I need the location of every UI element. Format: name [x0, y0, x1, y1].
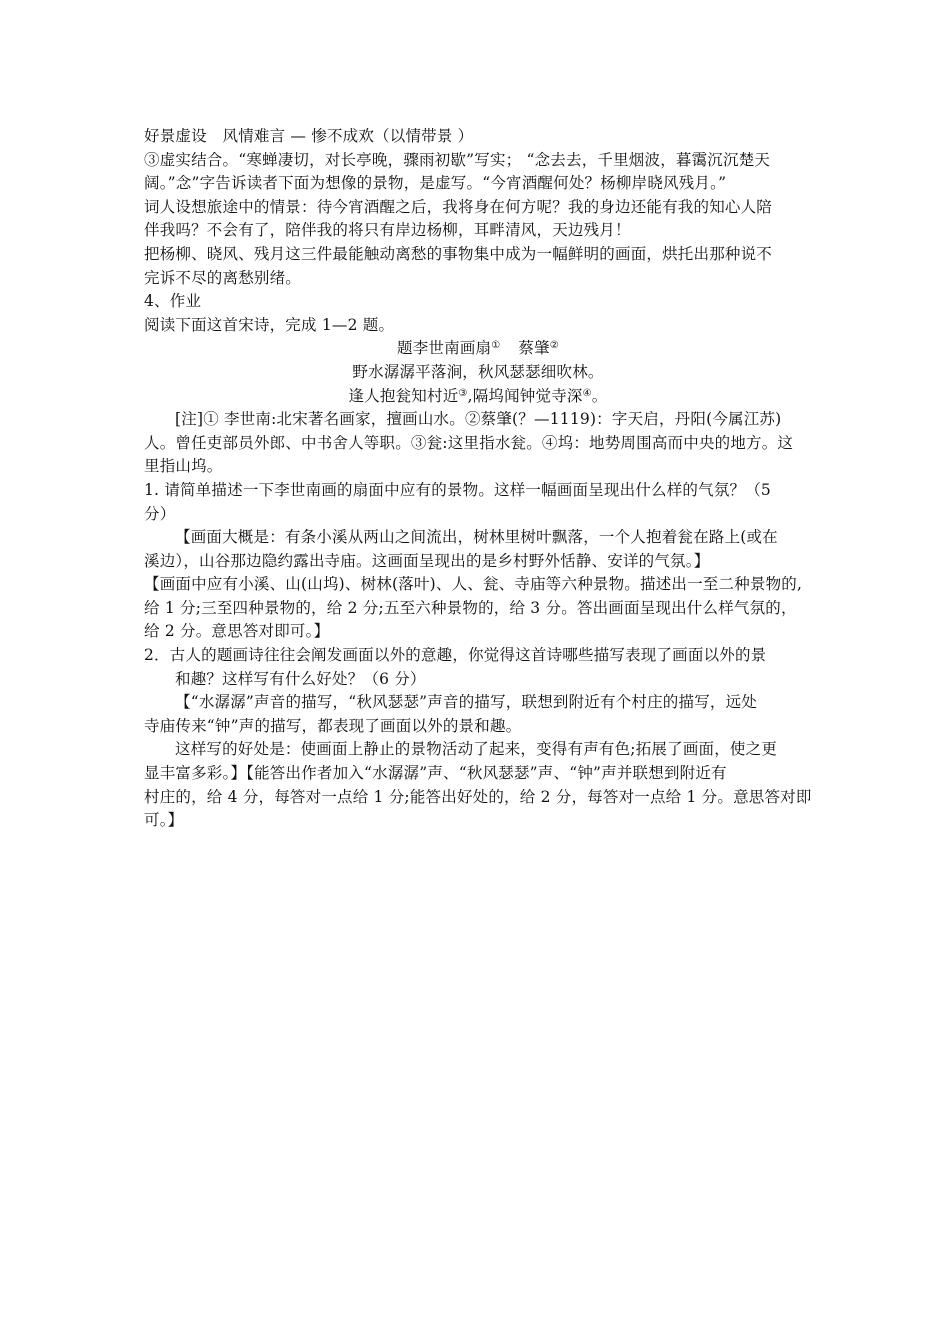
intro-line: 伴我吗？不会有了，陪伴我的将只有岸边杨柳，耳畔清风，天边残月！: [144, 221, 631, 240]
notes-line: 里指山坞。: [144, 457, 223, 476]
notes-line: 人。曾任吏部员外郎、中书舍人等职。③瓮:这里指水瓮。④坞：地势周围高而中央的地方。这: [144, 433, 794, 452]
question-2-line: 2．古人的题画诗往往会阐发画面以外的意趣，你觉得这首诗哪些描写表现了画面以外的景: [144, 646, 767, 665]
intro-line: ③虚实结合。“寒蝉凄切，对长亭晚，骤雨初歇”写实； “念去去，千里烟波，暮霭沉沉楚天: [144, 150, 771, 169]
poem-author-note: ②: [549, 340, 559, 352]
rubric-1-line: 给 2 分。意思答对即可。】: [144, 622, 330, 641]
instruction: 阅读下面这首宋诗，完成 1—2 题。: [144, 315, 395, 334]
poem-line-1: 野水潺潺平落涧，秋风瑟瑟细吹林。: [352, 362, 604, 381]
poem-title-note: ①: [491, 340, 501, 352]
intro-line: 词人设想旅途中的情景：待今宵酒醒之后，我将身在何方呢？我的身边还能有我的知心人陪: [144, 197, 773, 216]
poem-author: 蔡肇: [518, 339, 550, 358]
document-body: [144, 125, 812, 833]
section-title: 4、作业: [144, 292, 202, 311]
poem-title-line: [144, 337, 812, 361]
notes-line: [注]① 李世南:北宋著名画家，擅画山水。②蔡肇(？—1119)：字天启，丹阳(今属江苏): [175, 410, 782, 429]
question-1-line: 1. 请简单描述一下李世南画的扇面中应有的景物。这样一幅画面呈现出什么样的气氛？（5: [144, 480, 771, 499]
poem-note-3: ③: [458, 387, 468, 399]
poem-title: 题李世南画扇: [397, 339, 492, 358]
poem-line-2-part-b: ,隔坞闻钟觉寺深: [467, 386, 583, 405]
poem-note-4: ④: [582, 387, 592, 399]
answer-2b-line: 这样写的好处是：使画面上静止的景物活动了起来，变得有声有色;拓展了画面，使之更: [175, 740, 778, 759]
answer-2b-line: 可。】: [144, 811, 184, 830]
intro-line: 把杨柳、晓风、残月这三件最能触动离愁的事物集中成为一幅鲜明的画面，烘托出那种说不: [144, 244, 773, 263]
answer-2b-line: 村庄的，给 4 分，每答对一点给 1 分;能答出好处的，给 2 分，每答对一点给 1 分。意思答对即: [144, 787, 812, 806]
poem-line-2: [144, 385, 812, 409]
intro-line: 好景虚设 风情难言 — 惨不成欢（以情带景 ）: [144, 127, 474, 145]
rubric-1-line: 给 1 分;三至四种景物的，给 2 分;五至六种景物的，给 3 分。答出画面呈现出什么样气氛的，: [144, 598, 797, 617]
question-1-line: 分）: [144, 504, 176, 523]
rubric-1-line: 【画面中应有小溪、山(山坞)、树林(落叶)、人、瓮、寺庙等六种景物。描述出一至二种景物的,: [144, 575, 803, 594]
answer-2-line: 寺庙传来“钟”声的描写，都表现了画面以外的景和趣。: [144, 716, 522, 735]
answer-1-line: 溪边），山谷那边隐约露出寺庙。这画面呈现出的是乡村野外恬静、安详的气氛。】: [144, 551, 710, 570]
answer-2b-line: 显丰富多彩。】【能答出作者加入“水潺潺”声、“秋风瑟瑟”声、“钟”声并联想到附近有: [144, 764, 727, 783]
answer-1-line: 【画面大概是：有条小溪从两山之间流出，树林里树叶飘落，一个人抱着瓮在路上(或在: [175, 528, 778, 547]
poem-line-2-end: 。: [591, 386, 608, 405]
intro-line: 完诉不尽的离愁别绪。: [144, 268, 302, 287]
poem-line-2-part-a: 逢人抱瓮知村近: [348, 386, 459, 405]
question-2-line: 和趣？这样写有什么好处？（6 分）: [175, 669, 426, 688]
answer-2-line: 【“水潺潺”声音的描写，“秋风瑟瑟”声音的描写，联想到附近有个村庄的描写，远处: [175, 693, 757, 712]
intro-line: 阔。”念”字告诉读者下面为想像的景物，是虚写。“今宵酒醒何处？杨柳岸晓风残月。”: [144, 174, 727, 193]
